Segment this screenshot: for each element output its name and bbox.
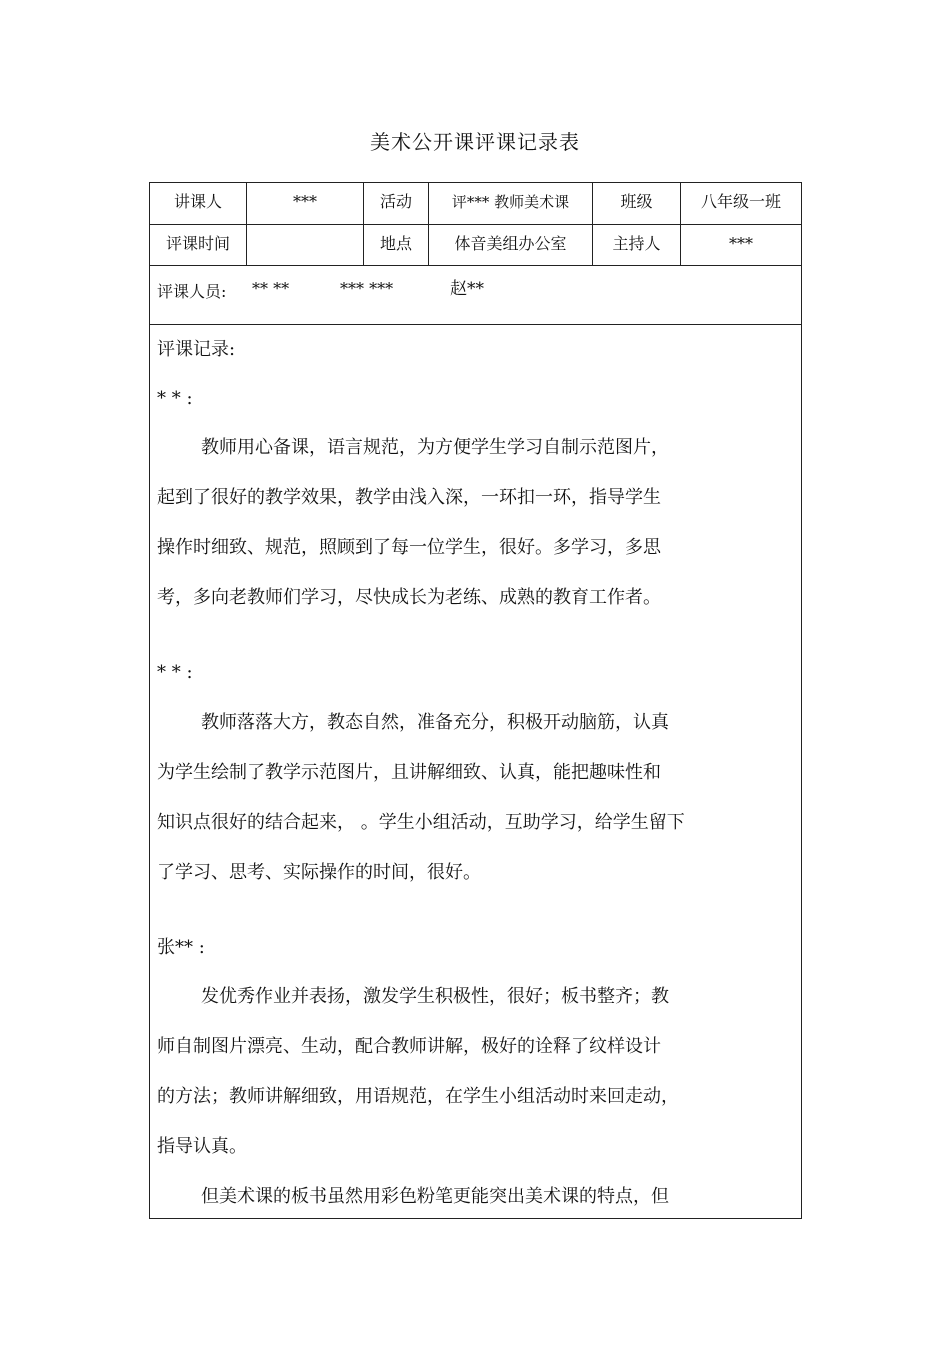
review-line: 教师落落大方，教态自然，准备充分，积极开动脑筋，认真 xyxy=(201,712,669,733)
review-line: 指导认真。 xyxy=(157,1136,247,1157)
page-title: 美术公开课评课记录表 xyxy=(370,130,580,154)
activity-label: 活动 xyxy=(379,192,412,211)
review-line: 的方法；教师讲解细致，用语规范，在学生小组活动时来回走动， xyxy=(157,1086,679,1107)
place-label: 地点 xyxy=(379,234,412,253)
lecturer-value: *** xyxy=(293,192,317,211)
host-value: *** xyxy=(729,234,753,253)
reviewer-name: ** ** xyxy=(252,279,290,298)
review-line: 操作时细致、规范，照顾到了每一位学生，很好。多学习，多思 xyxy=(157,537,661,558)
record-label: 评课记录: xyxy=(157,339,236,360)
speaker-name: * * : xyxy=(157,662,193,683)
activity-value: 评*** 教师美术课 xyxy=(451,193,570,211)
reviewer-name: *** *** xyxy=(340,279,394,298)
speaker-name: * * : xyxy=(157,388,193,409)
table-divider xyxy=(149,265,802,266)
place-value: 体音美组办公室 xyxy=(454,234,567,253)
host-label: 主持人 xyxy=(612,234,661,253)
time-label: 评课时间 xyxy=(165,234,230,253)
review-line: 发优秀作业并表扬，激发学生积极性，很好；板书整齐；教 xyxy=(201,986,669,1007)
review-line: 起到了很好的教学效果，教学由浅入深，一环扣一环，指导学生 xyxy=(157,487,661,508)
class-label: 班级 xyxy=(620,192,653,211)
review-line: 知识点很好的结合起来， 。学生小组活动，互助学习，给学生留下 xyxy=(157,812,685,833)
review-line: 了学习、思考、实际操作的时间，很好。 xyxy=(157,862,481,883)
reviewer-name: 赵** xyxy=(450,279,484,299)
lecturer-label: 讲课人 xyxy=(173,192,222,211)
table-divider xyxy=(149,324,802,325)
review-line: 教师用心备课，语言规范，为方便学生学习自制示范图片， xyxy=(201,437,669,458)
review-table xyxy=(149,182,802,1219)
review-line: 师自制图片漂亮、生动，配合教师讲解，极好的诠释了纹样设计 xyxy=(157,1036,661,1057)
review-line: 但美术课的板书虽然用彩色粉笔更能突出美术课的特点，但 xyxy=(201,1186,669,1207)
speaker-name: 张** : xyxy=(157,937,205,958)
review-line: 考，多向老教师们学习，尽快成长为老练、成熟的教育工作者。 xyxy=(157,587,661,608)
review-line: 为学生绘制了教学示范图片，且讲解细致、认真，能把趣味性和 xyxy=(157,762,661,783)
class-value: 八年级一班 xyxy=(700,192,781,211)
reviewers-label: 评课人员: xyxy=(157,282,227,301)
